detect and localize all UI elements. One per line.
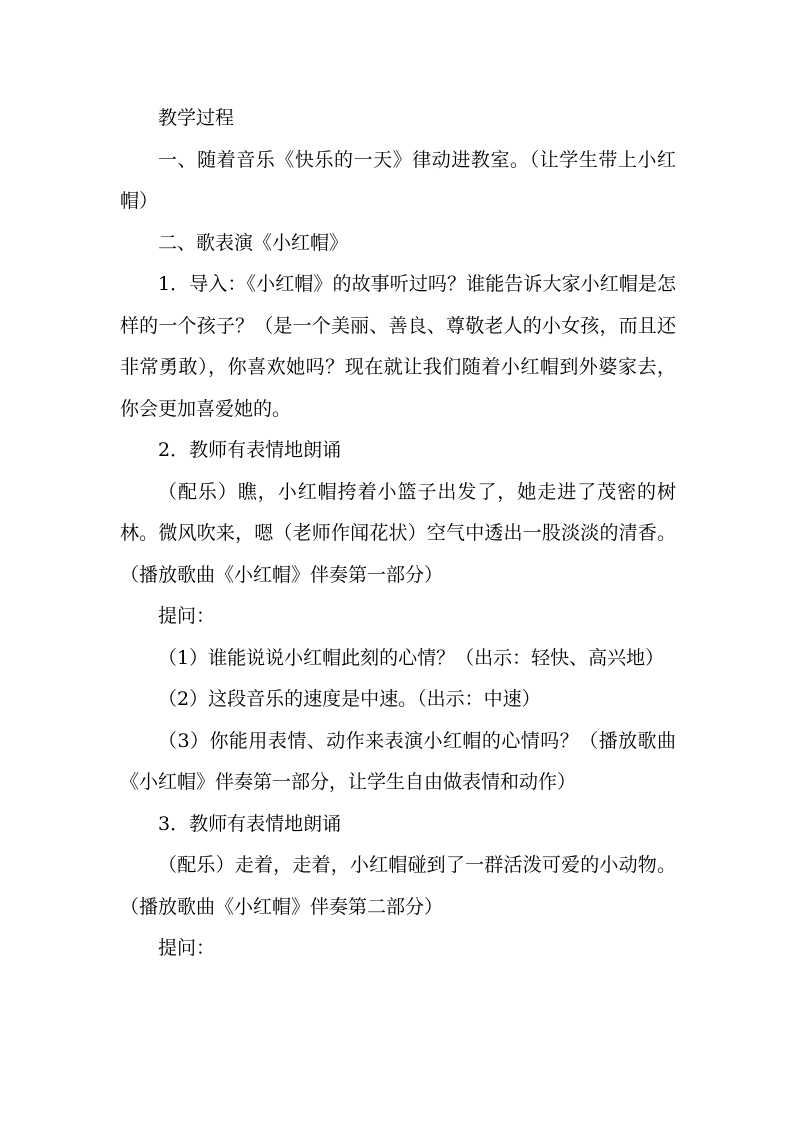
paragraph-question-3: （3）你能用表情、动作来表演小红帽的心情吗？（播放歌曲《小红帽》伴奏第一部分，让学生自由做表情和动作） [120,729,676,793]
paragraph-narration-1: （配乐）瞧，小红帽挎着小篮子出发了，她走进了茂密的树林。微风吹来，嗯（老师作闻花状）空气中透出一股淡淡的清香。（播放歌曲《小红帽》伴奏第一部分） [120,480,676,586]
paragraph-step-two: 二、歌表演《小红帽》 [158,231,349,254]
paragraph-question-2: （2）这段音乐的速度是中速。（出示：中速） [158,688,541,710]
paragraph-recitation-3: 3．教师有表情地朗诵 [158,812,342,835]
paragraph-introduction: 1．导入：《小红帽》的故事听过吗？谁能告诉大家小红帽是怎样的一个孩子？（是一个美丽、善良、尊敬老人的小女孩，而且还非常勇敢），你喜欢她吗？现在就让我们随着小红帽到外婆家去，你会更加喜爱她的。 [120,273,676,420]
paragraph-question-label-2: 提问： [158,937,216,959]
paragraph-question-1: （1）谁能说说小红帽此刻的心情？（出示：轻快、高兴地） [158,646,665,669]
section-heading-teaching-process: 教学过程 [158,107,235,129]
paragraph-narration-2: （配乐）走着，走着，小红帽碰到了一群活泼可爱的小动物。（播放歌曲《小红帽》伴奏第二部分） [120,854,676,918]
paragraph-recitation-2: 2．教师有表情地朗诵 [158,439,342,461]
document-body [120,98,676,970]
paragraph-step-one: 一、随着音乐《快乐的一天》律动进教室。（让学生带上小红帽） [120,148,676,212]
paragraph-question-label-1: 提问： [158,605,216,627]
